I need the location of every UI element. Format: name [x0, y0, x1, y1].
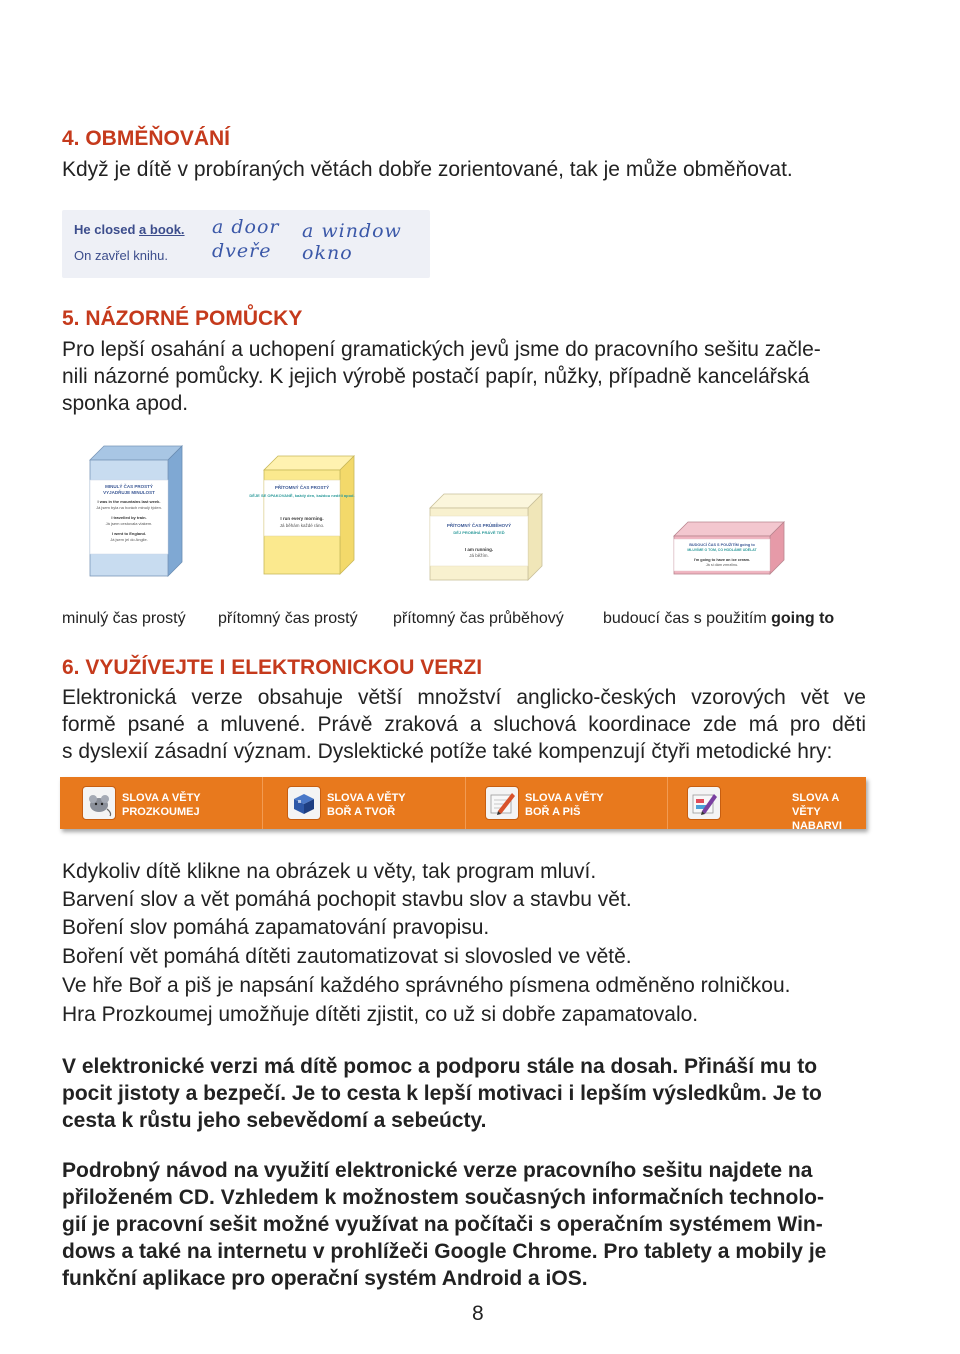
box-1-line-2: Já jsem byla na horách minulý týden.	[96, 505, 162, 510]
games-divider	[262, 777, 263, 829]
handwritten-en-2: a window	[302, 220, 402, 242]
feature-line-2: Barvení slov a vět pomáhá pochopit stavbu slov a stavbu vět.	[62, 888, 632, 911]
game-2-line-2: BOŘ A TVOŘ	[327, 806, 396, 818]
bold-para-2-line-4: dows a také na internetu v prohlížeči Google Chrome. Pro tablety a mobily je	[62, 1240, 827, 1263]
section-4-text: Když je dítě v probíraných větách dobře zorientované, tak je může obměňovat.	[62, 158, 793, 181]
mouse-icon	[82, 786, 116, 820]
box-1-line-5: I went to England.	[111, 531, 147, 536]
feature-line-5: Ve hře Boř a piš je napsání každého správného písmena odměněno rolničkou.	[62, 974, 791, 997]
example-image	[62, 210, 430, 278]
section-4-heading: 4. OBMĚŇOVÁNÍ	[62, 127, 231, 150]
box-1-subtitle: VYJADŘUJE MINULOST	[103, 490, 155, 495]
label-past-simple: minulý čas prostý	[62, 610, 186, 627]
bold-para-1-line-1: V elektronické verzi má dítě pomoc a podporu stále na dosah. Přináší mu to	[62, 1055, 818, 1078]
bold-para-2-line-5: funkční aplikace pro operační systém Android a iOS.	[62, 1267, 588, 1290]
box-present-continuous	[430, 494, 542, 580]
box-4-line-1: I'm going to have an ice cream.	[693, 558, 751, 562]
box-4-subtitle: MLUVÍME O TOM, CO HODLÁME UDĚLAT	[687, 548, 757, 552]
box-1-title: MINULÝ ČAS PROSTÝ	[105, 484, 153, 489]
page-number: 8	[472, 1302, 484, 1325]
box-3-title: PŘÍTOMNÝ ČAS PRŮBĚHOVÝ	[446, 523, 512, 528]
section-5-line-1: Pro lepší osahání a uchopení gramatických jevů jsme do pracovního sešitu začle-	[62, 338, 821, 361]
game-3-line-2: BOŘ A PIŠ	[525, 806, 581, 818]
section-5-heading: 5. NÁZORNÉ POMŮCKY	[62, 307, 303, 330]
bold-para-1-line-3: cesta k růstu jeho sebevědomí a sebeúcty.	[62, 1109, 487, 1132]
feature-line-6: Hra Prozkoumej umožňuje dítěti zjistit, co už si dobře zapamatovalo.	[62, 1003, 699, 1026]
label-present-simple: přítomný čas prostý	[218, 610, 358, 627]
box-1-line-4: Já jsem cestovala vlakem.	[105, 521, 153, 526]
bold-para-2-line-1: Podrobný návod na využití elektronické verze pracovního sešitu najdete na	[62, 1159, 813, 1182]
box-2-title: PŘÍTOMNÝ ČAS PROSTÝ	[274, 485, 330, 490]
box-4-title: BUDOUCÍ ČAS S POUŽITÍM going to	[689, 543, 755, 547]
game-bor-a-tvor[interactable]	[265, 777, 465, 829]
handwritten-cz-1: dveře	[212, 240, 272, 262]
tense-boxes-illustration	[60, 440, 840, 590]
game-1-line-2: PROZKOUMEJ	[122, 806, 200, 818]
bold-para-2-line-2: přiloženém CD. Vzhledem k možnostem současných informačních technolo-	[62, 1186, 824, 1209]
feature-line-1: Kdykoliv dítě klikne na obrázek u věty, tak program mluví.	[62, 860, 597, 883]
box-2-subtitle: DĚJE SE OPAKOVANĚ, každý den, každou neděli apod.	[249, 493, 355, 498]
paint-icon	[687, 786, 721, 820]
section-6-heading: 6. VYUŽÍVEJTE I ELEKTRONICKOU VERZI	[62, 656, 483, 679]
box-3-line-1: I am running.	[464, 547, 494, 552]
game-1-line-1: SLOVA A VĚTY	[122, 792, 201, 804]
game-nabarvi[interactable]	[670, 777, 866, 832]
box-2-line-1: I run every morning.	[280, 516, 324, 521]
box-1-line-6: Já jsem jel do Anglie.	[110, 537, 148, 542]
example-czech: On zavřel knihu.	[74, 248, 168, 263]
game-4-line-1: SLOVA A VĚTY	[792, 792, 839, 818]
box-1-line-1: I was in the mountains last week.	[97, 499, 161, 504]
box-1-line-3: I travelled by train.	[111, 515, 147, 520]
game-bor-a-pis[interactable]	[465, 777, 665, 829]
bold-para-2-line-3: gií je pracovní sešit možné využívat na počítači s operačním systémem Win-	[62, 1213, 823, 1236]
game-4-line-2: NABARVI	[792, 820, 842, 832]
feature-line-3: Boření slov pomáhá zapamatování pravopisu.	[62, 916, 490, 939]
handwritten-en-1: a door	[212, 216, 280, 238]
box-going-to	[674, 522, 784, 574]
box-present-simple	[249, 456, 354, 574]
bold-para-1-line-2: pocit jistoty a bezpečí. Je to cesta k lepší motivaci i lepším výsledkům. Je to	[62, 1082, 822, 1105]
game-3-line-1: SLOVA A VĚTY	[525, 792, 604, 804]
label-present-continuous: přítomný čas průběhový	[393, 610, 564, 627]
section-5-line-2: nili názorné pomůcky. K jejich výrobě postačí papír, nůžky, případně kancelářská	[62, 365, 810, 388]
section-5-line-3: sponka apod.	[62, 392, 189, 415]
label-going-to: budoucí čas s použitím going to	[603, 610, 835, 627]
box-2-line-2: Já běhám každé ráno.	[279, 523, 325, 528]
feature-line-4: Boření vět pomáhá dítěti zautomatizovat si slovosled ve větě.	[62, 945, 632, 968]
pencil-icon	[485, 786, 519, 820]
section-6-line-3: s dyslexií zásadní význam. Dyslektické potíže také kompenzují čtyři metodické hry:	[62, 740, 833, 763]
box-past-simple	[90, 446, 182, 576]
games-bar	[60, 777, 866, 832]
section-6-line-1: Elektronická verze obsahuje větší množství anglicko-českých vzorových vět ve	[62, 686, 866, 709]
blocks-icon	[287, 786, 321, 820]
game-prozkoumej[interactable]	[60, 777, 260, 829]
game-2-line-1: SLOVA A VĚTY	[327, 792, 406, 804]
box-3-subtitle: DĚJ PROBÍHÁ PRÁVĚ TEĎ	[453, 530, 505, 535]
section-6-line-2: formě psané a mluvené. Právě zraková a sluchová koordinace zde má pro děti	[62, 713, 866, 736]
games-divider	[667, 777, 668, 829]
box-4-line-2: Já si dám zmrzlinu.	[705, 563, 739, 567]
example-english: He closed a book.	[74, 222, 185, 237]
handwritten-cz-2: okno	[302, 242, 353, 264]
box-3-line-2: Já běžím.	[469, 553, 489, 558]
